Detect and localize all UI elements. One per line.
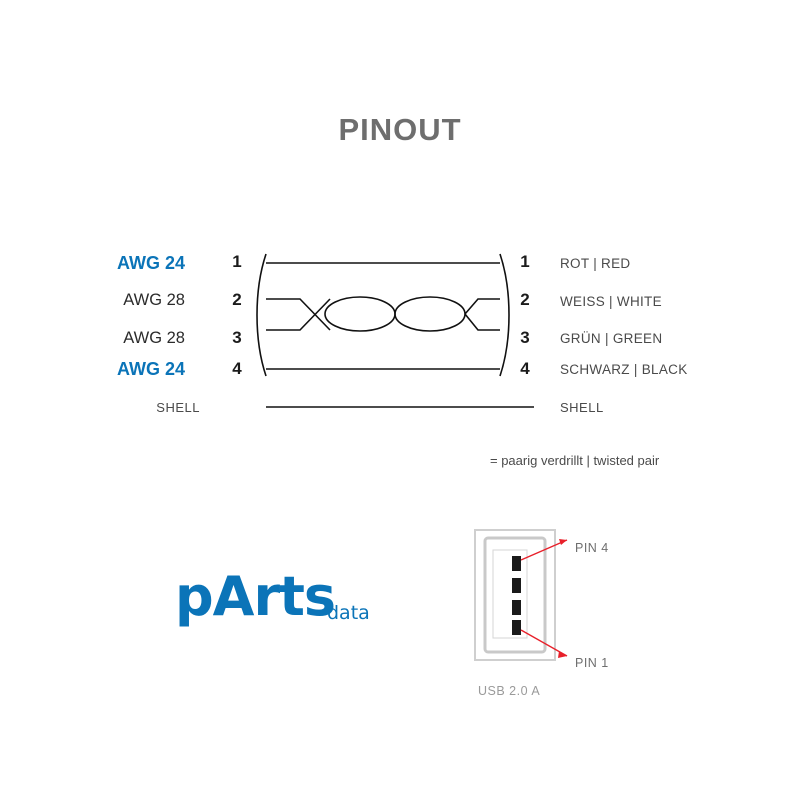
- contact-pin-2: [512, 600, 521, 615]
- pin-number-right-4: 4: [520, 359, 530, 378]
- callout-arrow-pin-4: [559, 539, 567, 545]
- partsdata-logo: [175, 565, 375, 630]
- wire-color-label-3: GRÜN | GREEN: [560, 331, 663, 346]
- wire-pin-2-right: [465, 299, 500, 314]
- awg-label-row-1: AWG 24: [116, 253, 185, 273]
- pin-number-left-1: 1: [232, 252, 242, 271]
- right-connector-arc: [500, 254, 509, 376]
- contact-pin-3: [512, 578, 521, 593]
- shell-label-right: SHELL: [560, 400, 604, 415]
- shell-label-left: SHELL: [156, 400, 200, 415]
- awg-label-row-3: AWG 28: [123, 329, 185, 347]
- logo-subtext: data: [327, 602, 370, 624]
- pin-number-right-2: 2: [520, 290, 530, 309]
- pin-number-left-4: 4: [232, 359, 242, 378]
- pin-number-left-3: 3: [232, 328, 242, 347]
- wire-pin-2: [266, 299, 330, 330]
- page-title: PINOUT: [338, 112, 462, 147]
- pin-number-right-1: 1: [520, 252, 530, 271]
- wire-pin-3-right: [465, 314, 500, 330]
- contact-pin-4: [512, 556, 521, 571]
- twist-loop-1: [325, 297, 395, 331]
- pin-number-left-2: 2: [232, 290, 242, 309]
- pin-number-right-3: 3: [520, 328, 530, 347]
- awg-label-row-2: AWG 28: [123, 291, 185, 309]
- callout-label-pin-1: PIN 1: [575, 656, 609, 670]
- connector-caption: USB 2.0 A: [478, 684, 541, 698]
- wire-color-label-1: ROT | RED: [560, 256, 631, 271]
- wire-pin-3: [266, 299, 330, 330]
- callout-label-pin-4: PIN 4: [575, 541, 609, 555]
- connector-tongue: [493, 550, 527, 638]
- wire-color-label-4: SCHWARZ | BLACK: [560, 362, 688, 377]
- logo-wordmark: pArts: [175, 565, 336, 628]
- contact-pin-1: [512, 620, 521, 635]
- twist-loop-2: [395, 297, 465, 331]
- left-connector-arc: [257, 254, 266, 376]
- legend-label: = paarig verdrillt | twisted pair: [490, 453, 660, 468]
- awg-label-row-4: AWG 24: [116, 359, 185, 379]
- wire-color-label-2: WEISS | WHITE: [560, 294, 662, 309]
